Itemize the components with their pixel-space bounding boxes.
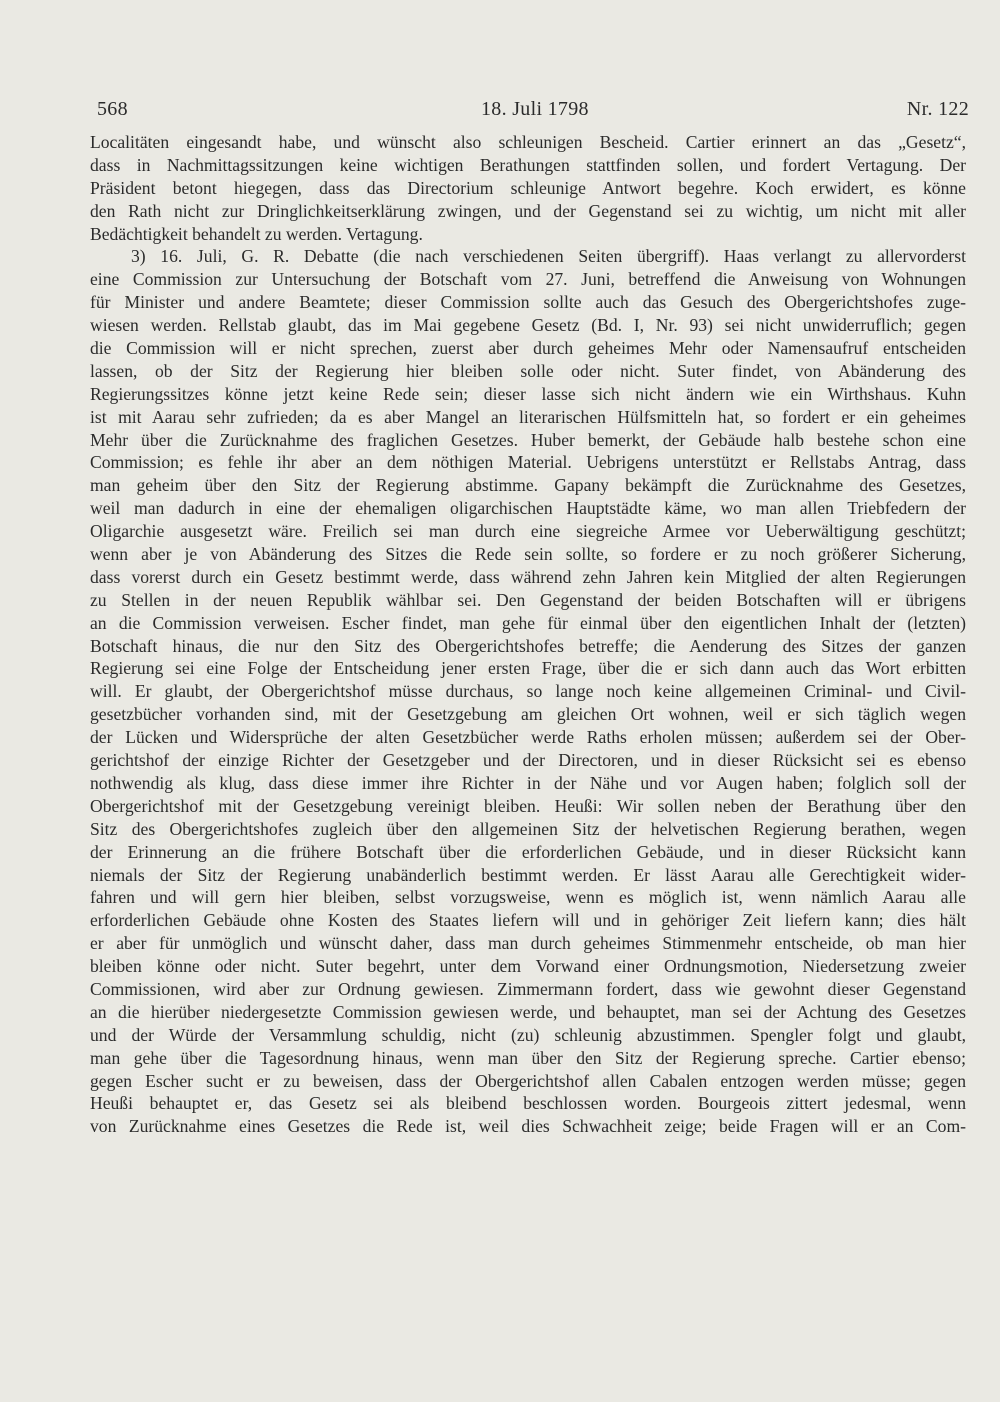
text-line: weil man dadurch in eine der ehemaligen oligarchischen Hauptstädte käme, wo man allen Triebfedern der (90, 498, 966, 519)
document-number: Nr. 122 (906, 98, 969, 120)
text-line: Bedächtigkeit behandelt zu werden. Vertagung. (90, 223, 423, 244)
text-line: Regierung sei eine Folge der Entscheidung jener ersten Frage, über die er sich dann auch das Wort erbitten (90, 658, 966, 679)
text-line: der Lücken und Widersprüche der alten Gesetzbücher werde Raths erholen müssen; außerdem sei der Ober- (90, 727, 966, 748)
text-line: dass vorerst durch ein Gesetz bestimmt werde, dass während zehn Jahren kein Mitglied der alten Regierungen (90, 566, 966, 587)
text-line: lassen, ob der Sitz der Regierung hier bleiben solle oder nicht. Suter findet, von Abänderung des (90, 360, 966, 381)
text-line: Commissionen, wird aber zur Ordnung gewiesen. Zimmermann fordert, dass wie gewohnt dieser Gegenstand (90, 978, 966, 999)
text-line: den Rath nicht zur Dringlichkeitserklärung zwingen, und der Gegenstand sei zu wichtig, um nicht mit aller (90, 200, 966, 221)
text-line: er aber für unmöglich und wünscht daher, dass man durch geheimes Stimmenmehr entscheide, ob man hier (90, 933, 966, 954)
text-line: an die hierüber niedergesetzte Commission gewiesen werde, und behauptet, man sei der Achtung des Gesetzes (90, 1001, 966, 1022)
text-line: von Zurücknahme eines Gesetzes die Rede ist, weil dies Schwachheit zeige; beide Fragen will er an Com- (90, 1116, 966, 1137)
text-line: gerichtshof der einzige Richter der Gesetzgeber und der Directoren, und in dieser Rücksicht sei es ebenso (90, 750, 966, 771)
text-line: für Minister und andere Beamtete; dieser Commission sollte auch das Gesuch des Obergerichtshofes zuge- (90, 292, 966, 313)
page-number: 568 (97, 98, 128, 120)
body-text (90, 131, 966, 1138)
text-line: erforderlichen Gebäude ohne Kosten des Staates liefern will und in gehöriger Zeit liefern kann; dies hält (90, 910, 966, 931)
text-line: Localitäten eingesandt habe, und wünscht also schleunigen Bescheid. Cartier erinnert an das „Gesetz“, (90, 132, 966, 152)
text-line: Commission; es fehle ihr aber an dem nöthigen Material. Uebrigens unterstützt er Rellstabs Antrag, dass (90, 452, 966, 473)
text-line: zu Stellen in der neuen Republik wählbar sei. Den Gegenstand der beiden Botschaften will er übrigens (90, 589, 966, 610)
text-line: Obergerichtshof mit der Gesetzgebung vereinigt bleiben. Heußi: Wir sollen neben der Berathung über den (90, 795, 966, 816)
text-line: Mehr über die Zurücknahme des fraglichen Gesetzes. Huber bemerkt, der Gebäude halb bestehe schon eine (90, 429, 966, 450)
text-line: Botschaft hinaus, die nur den Sitz des Obergerichtshofes betreffe; die Aenderung des Sitzes der ganzen (90, 635, 966, 656)
text-line: die Commission will er nicht sprechen, zuerst aber durch geheimes Mehr oder Namensaufruf entscheiden (90, 338, 966, 359)
text-line: Oligarchie ausgesetzt wäre. Freilich sei man durch eine siegreiche Armee vor Ueberwältigung geschützt; (90, 521, 966, 542)
text-line: dass in Nachmittagssitzungen keine wichtigen Berathungen stattfinden sollen, und fordert Vertagung. Der (90, 154, 966, 175)
text-line: gegen Escher sucht er zu beweisen, dass der Obergerichtshof allen Cabalen entzogen werden müsse; gegen (90, 1070, 966, 1091)
text-line: will. Er glaubt, der Obergerichtshof müsse durchaus, so lange noch keine allgemeinen Criminal- und Civil- (90, 681, 966, 702)
running-header (97, 98, 969, 126)
text-line: niemals der Sitz der Regierung unabänderlich bestimmt werden. Er lässt Aarau alle Gerechtigkeit wider- (90, 864, 966, 885)
text-line: an die Commission verweisen. Escher findet, man gehe für einmal über den eigentlichen Inhalt der (letzten) (90, 612, 966, 633)
text-line: ist mit Aarau sehr zufrieden; da es aber Mangel an literarischen Hülfsmitteln hat, so fordert er ein geheimes (90, 406, 966, 427)
text-line: Präsident betont hiegegen, dass das Directorium schleunige Antwort begehre. Koch erwidert, es könne (90, 177, 966, 198)
text-line: man gehe über die Tagesordnung hinaus, wenn man über den Sitz der Regierung spreche. Cartier ebenso; (90, 1047, 966, 1068)
text-line: wenn aber je von Abänderung des Sitzes die Rede sein sollte, so fordere er zu noch größerer Sicherung, (90, 544, 966, 565)
header-date: 18. Juli 1798 (481, 98, 589, 120)
text-line: der Erinnerung an die frühere Botschaft über die erforderlichen Gebäude, und in dieser Rücksicht kann (90, 841, 966, 862)
text-line: bleiben könne oder nicht. Suter begehrt, unter dem Vorwand einer Ordnungsmotion, Niedersetzung zweier (90, 956, 966, 977)
text-line: Regierungssitzes könne jetzt keine Rede sein; dieser lasse sich nicht ändern wie ein Wirthshaus. Kuhn (90, 383, 966, 404)
text-line: Sitz des Obergerichtshofes zugleich über den allgemeinen Sitz der helvetischen Regierung berathen, wegen (90, 818, 966, 839)
text-line: fahren und will gern hier bleiben, selbst vorzugsweise, wenn es möglich ist, wenn nämlich Aarau alle (90, 887, 966, 908)
text-line: und der Würde der Versammlung schuldig, nicht (zu) schleunig abzustimmen. Spengler folgt und glaubt, (90, 1024, 966, 1045)
text-line: wiesen werden. Rellstab glaubt, das im Mai gegebene Gesetz (Bd. I, Nr. 93) sei nicht unwiderruflich; gegen (90, 315, 966, 336)
text-line: 3) 16. Juli, G. R. Debatte (die nach verschiedenen Seiten übergriff). Haas verlangt zu allervorderst (131, 246, 966, 267)
text-line: Heußi behauptet er, das Gesetz sei als bleibend beschlossen worden. Bourgeois zittert jedesmal, wenn (90, 1093, 966, 1114)
text-line: eine Commission zur Untersuchung der Botschaft vom 27. Juni, betreffend die Anweisung von Wohnungen (90, 269, 966, 290)
text-line: man geheim über den Sitz der Regierung abstimme. Gapany bekämpft die Zurücknahme des Gesetzes, (90, 475, 966, 496)
text-line: gesetzbücher vorhanden sind, mit der Gesetzgebung am gleichen Ort wohnen, weil er sich täglich wegen (90, 704, 966, 725)
text-line: nothwendig als klug, dass diese immer ihre Richter in der Nähe und vor Augen haben; folglich soll der (90, 772, 966, 793)
